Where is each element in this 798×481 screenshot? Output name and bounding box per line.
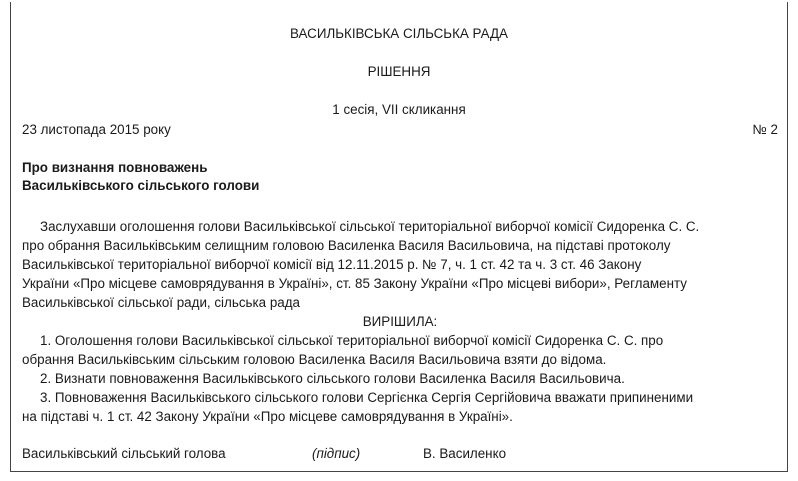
preamble-line: про обрання Васильківським селищним головою Василенка Василя Васильовича, на підставі протоколу (22, 238, 671, 253)
decision-subject (22, 159, 259, 195)
signature-name: В. Василенко (423, 446, 507, 461)
preamble-line: України «Про місцеве самоврядування в Україні», ст. 85 Закону України «Про місцеві вибори», Регламенту (22, 276, 687, 291)
subject-line: Васильківського сільського голови (22, 178, 260, 193)
session-info: 1 сесія, VII скликання (332, 102, 466, 117)
preamble-line: Васильківської сільської ради, сільська рада (22, 295, 300, 310)
document-type: РІШЕННЯ (367, 64, 431, 79)
item-line: 2. Визнати повноваження Васильківського сільського голови Василенка Василя Васильовича. (40, 371, 625, 386)
decision-date: 23 листопада 2015 року (22, 122, 171, 137)
decision-body (22, 217, 778, 426)
preamble-line: Васильківської територіальної виборчої комісії від 12.11.2015 р. № 7, ч. 1 ст. 42 та ч. 3 ст. 46 Закону (22, 257, 642, 272)
item-line: обрання Васильківським сільським головою Василенка Василя Васильовича взяти до відома. (22, 352, 607, 367)
subject-line: Про визнання повноважень (22, 160, 208, 175)
signature-placeholder: (підпис) (312, 446, 361, 461)
council-name: ВАСИЛЬКІВСЬКА СІЛЬСЬКА РАДА (290, 26, 508, 41)
item-line: 1. Оголошення голови Васильківської сільської територіальної виборчої комісії Сидоренка С. С. про (40, 333, 664, 348)
item-line: 3. Повноваження Васильківського сільського голови Сергієнка Сергія Сергійовича вважати припиненими (40, 390, 694, 405)
resolved-heading: ВИРІШИЛА: (362, 314, 438, 329)
item-line: на підставі ч. 1 ст. 42 Закону України «Про місцеве самоврядування в Україні». (22, 409, 513, 424)
preamble-line: Заслухавши оголошення голови Васильківської сільської територіальної виборчої комісії Сидоренка С. С. (40, 219, 700, 234)
decision-number: № 2 (752, 122, 778, 137)
signature-title: Васильківський сільський голова (22, 446, 226, 461)
